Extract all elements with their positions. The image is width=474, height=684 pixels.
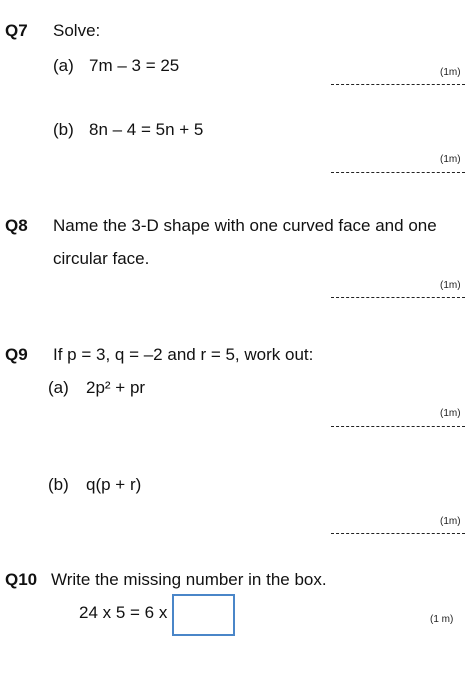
q9b-marks: (1m): [440, 516, 461, 527]
q8-number: Q8: [5, 216, 28, 235]
q9a-expression: 2p² + pr: [86, 378, 146, 397]
q9a-answer-line[interactable]: [331, 426, 465, 427]
q9-number: Q9: [5, 345, 28, 364]
q7a-answer-line[interactable]: [331, 84, 465, 85]
q7b-label: (b): [53, 120, 74, 139]
q7b-answer-line[interactable]: [331, 172, 465, 173]
q10-equation: 24 x 5 = 6 x: [79, 603, 168, 622]
q10-prompt: Write the missing number in the box.: [51, 570, 327, 589]
q10-marks: (1 m): [430, 614, 454, 625]
q8-prompt-line1: Name the 3-D shape with one curved face and one: [53, 216, 437, 235]
q10-number: Q10: [5, 570, 38, 589]
q7a-expression: 7m – 3 = 25: [89, 56, 180, 75]
q9b-answer-line[interactable]: [331, 533, 465, 534]
q7b-expression: 8n – 4 = 5n + 5: [89, 120, 204, 139]
q10-answer-box[interactable]: [172, 594, 235, 636]
q9b-expression: q(p + r): [86, 475, 142, 494]
q7-number: Q7: [5, 21, 28, 40]
q7b-marks: (1m): [440, 154, 461, 165]
q7a-marks: (1m): [440, 67, 461, 78]
q7-prompt: Solve:: [53, 21, 101, 40]
q9-prompt: If p = 3, q = –2 and r = 5, work out:: [53, 345, 314, 364]
q9a-marks: (1m): [440, 408, 461, 419]
q9a-label: (a): [48, 378, 69, 397]
q8-prompt-line2: circular face.: [53, 249, 150, 268]
q9b-label: (b): [48, 475, 69, 494]
q8-answer-line[interactable]: [331, 297, 465, 298]
q8-marks: (1m): [440, 280, 461, 291]
q7a-label: (a): [53, 56, 74, 75]
